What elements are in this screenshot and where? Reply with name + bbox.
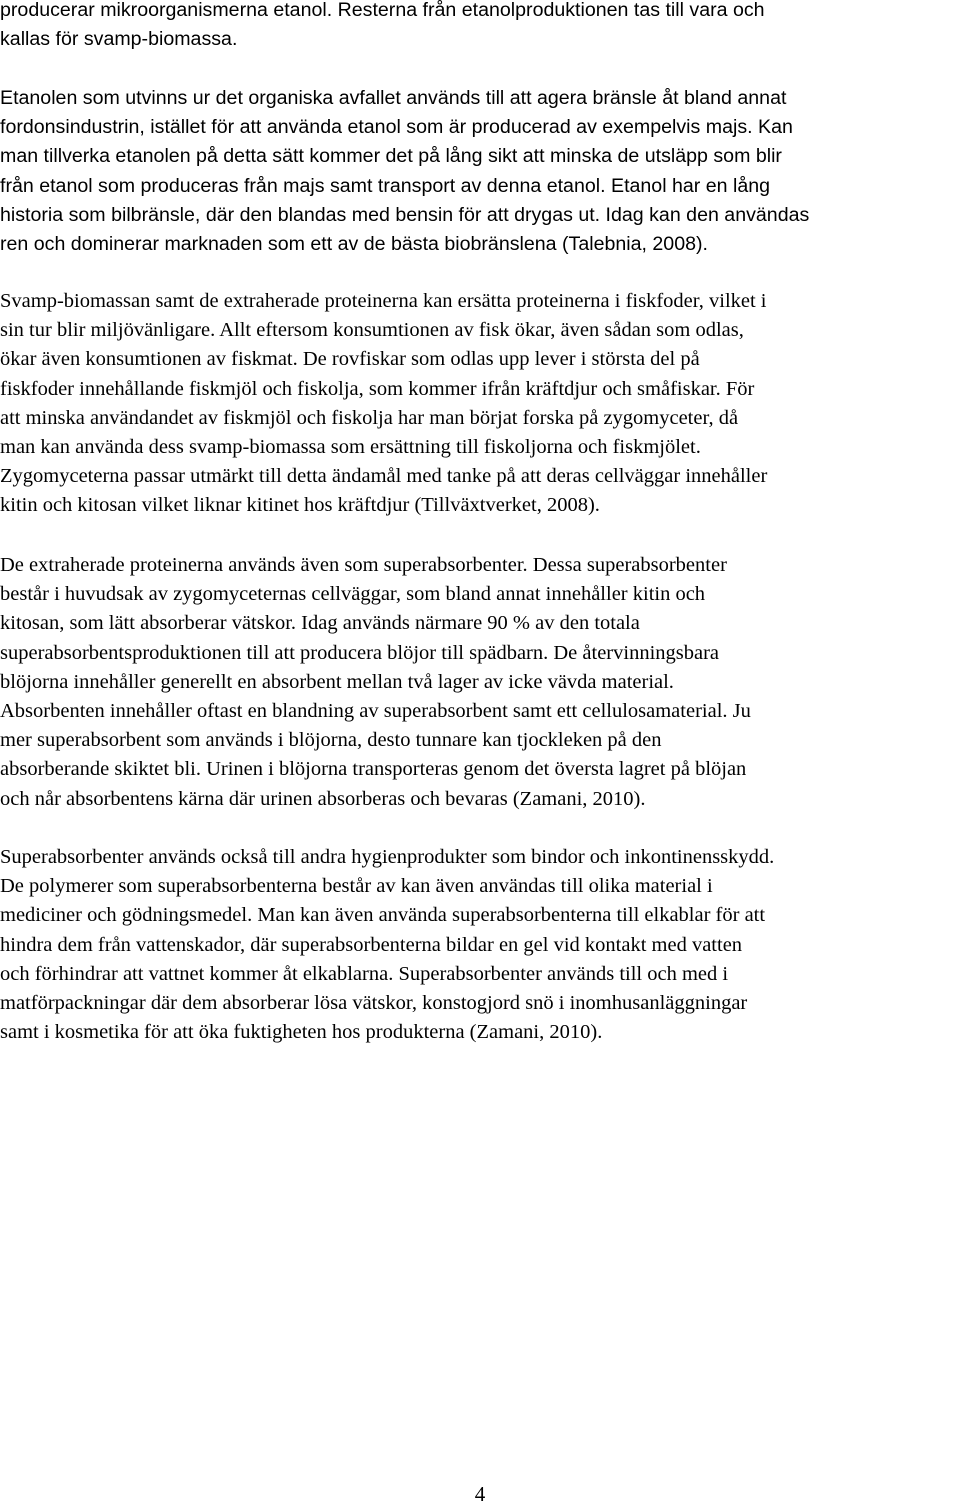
text-line: består i huvudsak av zygomyceternas cellväggar, som bland annat innehåller kitin och [0, 583, 706, 606]
text-line: fordonsindustrin, istället för att använda etanol som är producerad av exempelvis majs. Kan [0, 116, 793, 139]
text-line: mer superabsorbent som används i blöjorna, desto tunnare kan tjockleken på den [0, 729, 662, 752]
text-line: producerar mikroorganismerna etanol. Resterna från etanolproduktionen tas till vara och [0, 0, 765, 21]
text-line: ren och dominerar marknaden som ett av de bästa biobränslena (Talebnia, 2008). [0, 232, 708, 255]
text-line: fiskfoder innehållande fiskmjöl och fiskolja, som kommer ifrån kräftdjur och småfiskar. För [0, 377, 755, 400]
paragraph-3 [0, 287, 960, 521]
text-line: mediciner och gödningsmedel. Man kan även använda superabsorbenterna till elkablar för att [0, 904, 766, 927]
text-line: ökar även konsumtionen av fiskmat. De rovfiskar som odlas upp lever i största del på [0, 348, 700, 371]
text-line: man kan använda dess svamp-biomassa som ersättning till fiskoljorna och fiskmjölet. [0, 435, 701, 458]
paragraph-1 [0, 0, 960, 54]
text-line: att minska användandet av fiskmjöl och fiskolja har man börjat forska på zygomyceter, då [0, 406, 739, 429]
text-line: Svamp-biomassan samt de extraherade proteinerna kan ersätta proteinerna i fiskfoder, vilket i [0, 290, 767, 312]
text-line: De polymerer som superabsorbenterna består av kan även användas till olika material i [0, 875, 713, 898]
paragraph-5 [0, 843, 960, 1047]
paragraph-4 [0, 551, 960, 814]
text-line: från etanol som produceras från majs samt transport av denna etanol. Etanol har en lång [0, 174, 771, 197]
text-line: hindra dem från vattenskador, där superabsorbenterna bildar en gel vid kontakt med vatten [0, 933, 743, 956]
text-line: och förhindrar att vattnet kommer åt elkablarna. Superabsorbenter används till och med i [0, 962, 729, 985]
text-line: kitin och kitosan vilket liknar kitinet hos kräftdjur (Tillväxtverket, 2008). [0, 494, 600, 517]
text-line: sin tur blir miljövänligare. Allt eftersom konsumtionen av fisk ökar, även sådan som odlas, [0, 319, 744, 342]
text-line: historia som bilbränsle, där den blandas med bensin för att drygas ut. Idag kan den användas [0, 203, 810, 226]
text-line: absorberande skiktet bli. Urinen i blöjorna transporteras genom det översta lagret på blöjan [0, 758, 747, 781]
text-line: matförpackningar där dem absorberar lösa vätskor, konstogjord snö i inomhusanläggningar [0, 991, 748, 1014]
text-line: blöjorna innehåller generellt en absorbent mellan två lager av icke vävda material. [0, 670, 674, 693]
text-line: De extraherade proteinerna används även som superabsorbenter. Dessa superabsorbenter [0, 554, 727, 576]
paragraph-2 [0, 84, 960, 259]
text-line: kitosan, som lätt absorberar vätskor. Idag används närmare 90 % av den totala [0, 612, 640, 635]
page-number: 4 [474, 1482, 486, 1506]
text-line: kallas för svamp-biomassa. [0, 28, 238, 51]
text-line: Etanolen som utvinns ur det organiska avfallet används till att agera bränsle åt bland annat [0, 87, 787, 109]
text-line: och når absorbentens kärna där urinen absorberas och bevaras (Zamani, 2010). [0, 787, 646, 810]
text-line: samt i kosmetika för att öka fuktigheten hos produkterna (Zamani, 2010). [0, 1021, 603, 1044]
text-line: superabsorbentsproduktionen till att producera blöjor till spädbarn. De återvinningsbara [0, 641, 720, 664]
text-line: Absorbenten innehåller oftast en blandning av superabsorbent samt ett cellulosamaterial. Ju [0, 699, 751, 722]
text-line: Superabsorbenter används också till andra hygienprodukter som bindor och inkontinensskydd. [0, 846, 775, 868]
text-line: man tillverka etanolen på detta sätt kommer det på lång sikt att minska de utsläpp som blir [0, 145, 782, 168]
text-line: Zygomyceterna passar utmärkt till detta ändamål med tanke på att deras cellväggar innehåller [0, 465, 768, 488]
